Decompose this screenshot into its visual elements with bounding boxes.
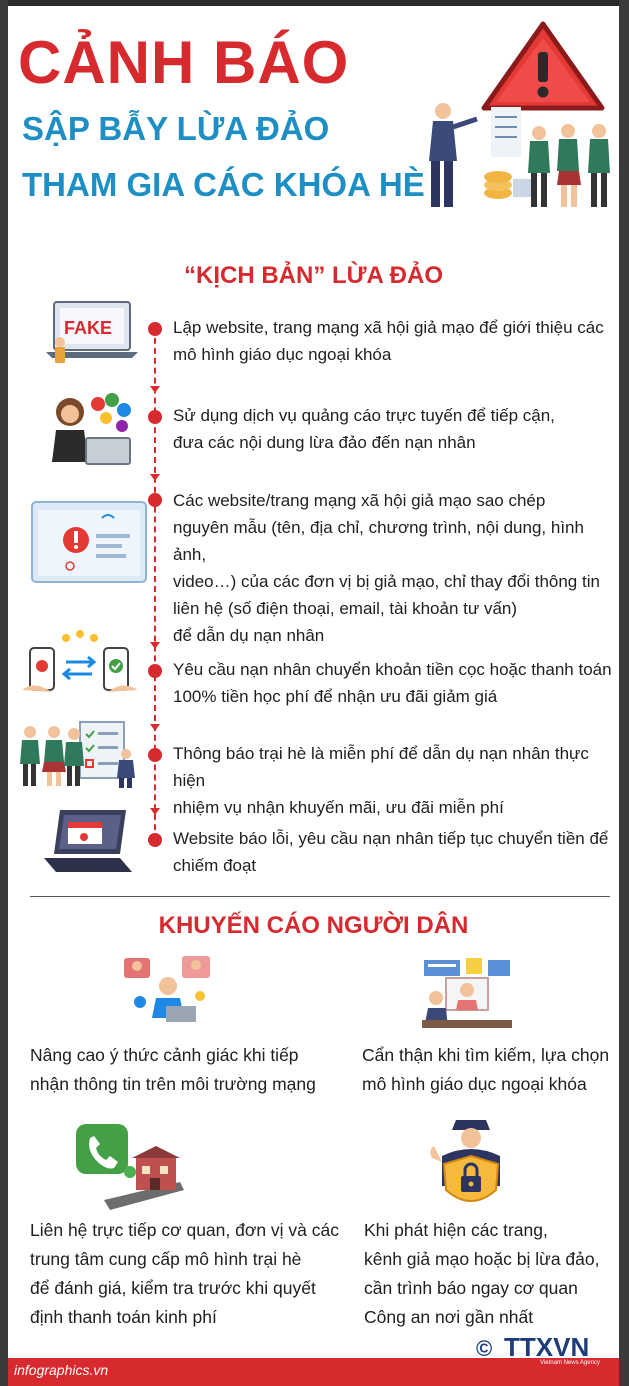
scenario-step-3-line4: liên hệ (số điện thoại, email, tài khoản tư vấn) (173, 599, 518, 618)
online-ads-woman-icon (46, 390, 136, 468)
scenario-step-2-line1: Sử dụng dịch vụ quảng cáo trực tuyến để tiếp cận, (173, 406, 555, 425)
timeline-arrow (150, 474, 160, 481)
warning-triangle-icon (478, 18, 608, 113)
timeline-arrow (150, 808, 160, 815)
advice-item-3-line2: trung tâm cung cấp mô hình trại hè (30, 1249, 302, 1269)
police-lock-shield-icon (426, 1116, 516, 1214)
advice-item-3-line4: định thanh toán kinh phí (30, 1307, 217, 1327)
students-checklist-icon (16, 718, 141, 790)
scenario-step-2 (173, 402, 613, 456)
scenario-step-1-line2: mô hình giáo dục ngoại khóa (173, 345, 392, 364)
scenario-step-5 (173, 740, 613, 821)
timeline-arrow (150, 724, 160, 731)
scenario-step-3-line5: để dẫn dụ nạn nhân (173, 626, 325, 645)
scenario-step-5-line2: nhiệm vụ nhận khuyến mãi, ưu đãi miễn phí (173, 798, 504, 817)
scenario-step-6 (173, 825, 613, 879)
website-warning-icon (30, 500, 148, 586)
timeline-arrow (150, 386, 160, 393)
timeline-line (154, 328, 156, 840)
page-subtitle-line2: THAM GIA CÁC KHÓA HÈ (22, 166, 425, 203)
footer-source: infographics.vn (14, 1362, 109, 1378)
scenario-step-3-line2: nguyên mẫu (tên, địa chỉ, chương trình, nội dung, hình ảnh, (173, 518, 584, 564)
advice-item-2-line2: mô hình giáo dục ngoại khóa (362, 1074, 587, 1094)
laptop-error-icon (40, 806, 140, 878)
advice-item-4-line3: cần trình báo ngay cơ quan (364, 1278, 578, 1298)
scenario-step-1-line1: Lập website, trang mạng xã hội giả mạo để giới thiệu các (173, 318, 604, 337)
advice-item-4-line1: Khi phát hiện các trang, (364, 1220, 548, 1240)
timeline-dot (148, 748, 162, 762)
advice-item-1-line2: nhận thông tin trên môi trường mạng (30, 1074, 316, 1094)
advice-item-3 (30, 1216, 339, 1332)
page-subtitle-line1: SẬP BẪY LỪA ĐẢO (22, 110, 330, 147)
scenario-step-4-line2: 100% tiền học phí để nhận ưu đãi giảm giá (173, 687, 498, 706)
advice-item-1 (30, 1041, 316, 1099)
scenario-title: “KỊCH BẢN” LỪA ĐẢO (183, 262, 443, 289)
fake-stamp-label: FAKE (64, 318, 113, 338)
scenario-step-4-line1: Yêu cầu nạn nhân chuyển khoản tiền cọc hoặc thanh toán (173, 660, 612, 679)
ttxvn-logo-icon (476, 1330, 616, 1366)
timeline-dot (148, 322, 162, 336)
scenario-step-1 (173, 314, 613, 368)
scenario-step-6-line1: Website báo lỗi, yêu cầu nạn nhân tiếp tục chuyển tiền để (173, 829, 609, 848)
advice-item-2 (362, 1041, 609, 1099)
agency-subtitle: Vietnam News Agency (540, 1360, 600, 1366)
scenario-step-6-line2: chiếm đoạt (173, 856, 257, 875)
timeline-arrow (150, 642, 160, 649)
advice-item-3-line3: để đánh giá, kiểm tra trước khi quyết (30, 1278, 316, 1298)
advice-item-4 (364, 1216, 599, 1332)
advice-item-4-line4: Công an nơi gần nhất (364, 1307, 534, 1327)
scenario-step-3-line3: video…) của các đơn vị bị giả mạo, chỉ thay đổi thông tin (173, 572, 600, 591)
scenario-step-5-line1: Thông báo trại hè là miễn phí để dẫn dụ nạn nhân thực hiện (173, 744, 589, 790)
advice-item-1-line1: Nâng cao ý thức cảnh giác khi tiếp (30, 1045, 299, 1065)
left-frame (0, 0, 8, 1386)
scenario-step-2-line2: đưa các nội dung lừa đảo đến nạn nhân (173, 433, 476, 452)
phone-transfer-icon (22, 630, 142, 700)
online-class-icon (416, 954, 516, 1032)
phone-call-building-icon (70, 1122, 190, 1212)
timeline-dot (148, 493, 162, 507)
online-chat-people-icon (118, 952, 218, 1026)
timeline-dot (148, 410, 162, 424)
timeline-dot (148, 833, 162, 847)
fake-website-laptop-icon (46, 298, 141, 366)
scenario-step-4 (173, 656, 613, 710)
section-divider (30, 896, 610, 897)
presenter-students-illustration-icon (413, 101, 623, 216)
copyright-symbol: © (476, 1336, 493, 1361)
scenario-step-3 (173, 487, 613, 649)
advice-item-3-line1: Liên hệ trực tiếp cơ quan, đơn vị và các (30, 1220, 339, 1240)
agency-logo-text: TTXVN (504, 1332, 590, 1362)
page-title: CẢNH BÁO (18, 29, 350, 96)
infographic-paper (8, 6, 619, 1358)
advice-title: KHUYẾN CÁO NGƯỜI DÂN (158, 912, 469, 939)
advice-item-4-line2: kênh giả mạo hoặc bị lừa đảo, (364, 1249, 600, 1269)
scenario-step-3-line1: Các website/trang mạng xã hội giả mạo sao chép (173, 491, 546, 510)
timeline-dot (148, 664, 162, 678)
advice-item-2-line1: Cẩn thận khi tìm kiếm, lựa chọn (362, 1045, 610, 1065)
